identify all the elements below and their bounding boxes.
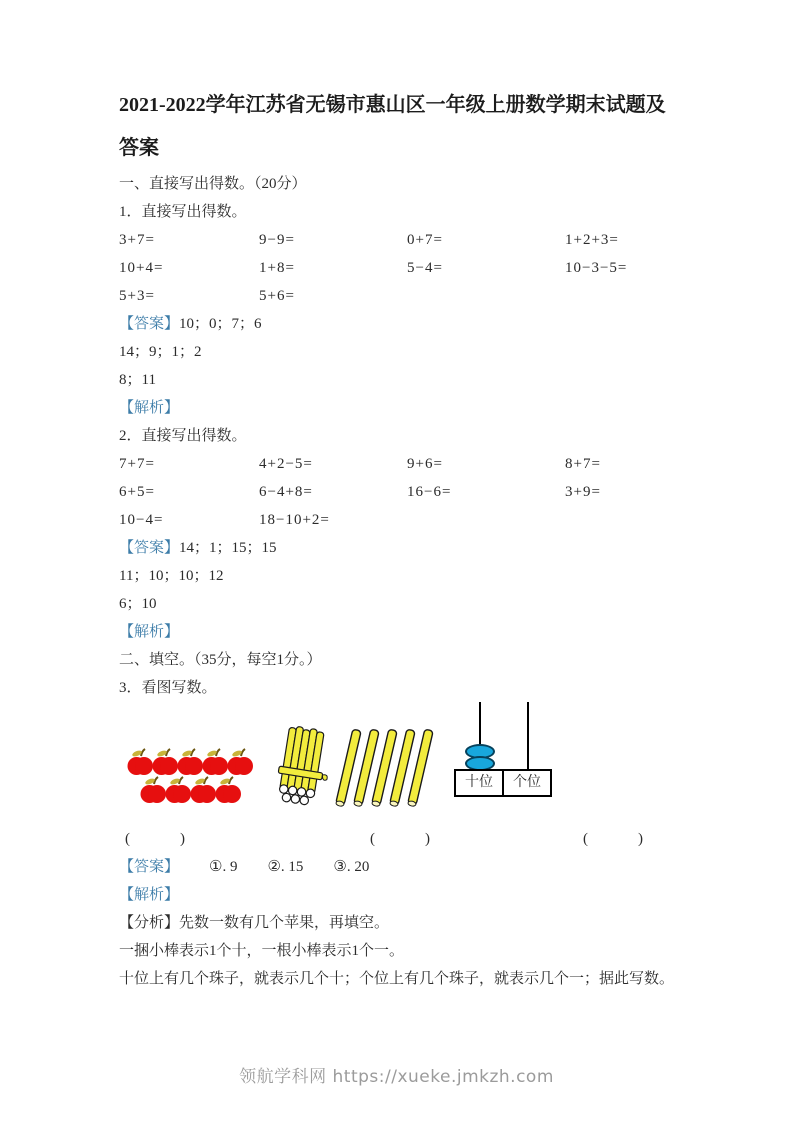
apples-figure [127, 746, 255, 806]
equation: 4+2−5= [259, 456, 313, 472]
abacus-figure [451, 702, 561, 802]
abacus-ones-rod [527, 702, 529, 770]
equation: 10−4= [119, 512, 164, 528]
equation: 7+7= [119, 456, 155, 472]
answer-tag: 【答案】 [119, 540, 180, 556]
answer-blank-parens [125, 825, 185, 853]
equation: 5+3= [119, 288, 155, 304]
analysis-fenxi-tag: 【分析】 [119, 915, 180, 931]
analysis-text: 十位上有几个珠子，就表示几个十；个位上有几个珠子，就表示几个一；据此写数。 [119, 971, 675, 987]
section-1-heading: 一、直接写出得数。（20分） [119, 176, 307, 192]
stick-bundle-icon [275, 726, 334, 808]
question-1-label: 1．直接写出得数。 [119, 204, 247, 220]
paren-open: ( [370, 831, 375, 847]
answer-text: 14；9；1；2 [119, 344, 202, 360]
equation: 5+6= [259, 288, 295, 304]
document-body [119, 0, 677, 993]
q3-figures [119, 702, 677, 825]
q3-answer-line [119, 853, 677, 881]
analysis-tag: 【解析】 [119, 400, 180, 416]
equation: 0+7= [407, 232, 443, 248]
equation: 18−10+2= [259, 512, 330, 528]
equation: 9−9= [259, 232, 295, 248]
analysis-text: 一捆小棒表示1个十，一根小棒表示1个一。 [119, 943, 405, 959]
answer-text: 10；0；7；6 [179, 316, 262, 332]
equation: 1+2+3= [565, 232, 619, 248]
answer-tag: 【答案】 [119, 859, 180, 875]
equation: 9+6= [407, 456, 443, 472]
ones-label-cell: 个位 [502, 771, 550, 795]
paren-close: ) [425, 831, 430, 847]
equation: 10+4= [119, 260, 164, 276]
answer-text: 14；1；15；15 [179, 540, 277, 556]
document-title: 2021-2022学年江苏省无锡市惠山区一年级上册数学期末试题及答案 [119, 94, 666, 159]
q2-equation-grid [119, 450, 677, 534]
equation: 5−4= [407, 260, 443, 276]
q1-equation-grid [119, 226, 677, 310]
equation: 16−6= [407, 484, 452, 500]
answer-blank-parens [583, 825, 643, 853]
analysis-tag: 【解析】 [119, 887, 180, 903]
answer-blank-parens [370, 825, 430, 853]
sticks-figure [275, 726, 437, 814]
answer-text: 6；10 [119, 596, 157, 612]
analysis-text: 先数一数有几个苹果，再填空。 [179, 915, 390, 931]
equation: 1+8= [259, 260, 295, 276]
paren-open: ( [583, 831, 588, 847]
answer-item: ①. 9 [209, 859, 238, 875]
q1-answer-line [119, 310, 677, 338]
paren-close: ) [638, 831, 643, 847]
answer-text: 11；10；10；12 [119, 568, 224, 584]
answer-item: ②. 15 [267, 859, 304, 875]
question-2-label: 2．直接写出得数。 [119, 428, 247, 444]
tens-label-cell: 十位 [465, 775, 493, 790]
question-3-label: 3．看图写数。 [119, 680, 217, 696]
answer-text: 8；11 [119, 372, 156, 388]
place-value-table [454, 769, 552, 797]
q2-answer-line [119, 534, 677, 562]
equation: 8+7= [565, 456, 601, 472]
equation: 3+7= [119, 232, 155, 248]
analysis-line [119, 909, 677, 937]
equation: 6+5= [119, 484, 155, 500]
answer-tag: 【答案】 [119, 316, 180, 332]
answer-blanks-row [119, 825, 677, 853]
paren-close: ) [180, 831, 185, 847]
answer-item: ③. 20 [333, 859, 370, 875]
section-2-heading: 二、填空。（35分，每空1分。） [119, 652, 322, 668]
equation: 6−4+8= [259, 484, 313, 500]
equation: 10−3−5= [565, 260, 628, 276]
analysis-tag: 【解析】 [119, 624, 180, 640]
equation: 3+9= [565, 484, 601, 500]
paren-open: ( [125, 831, 130, 847]
footer-watermark: 领航学科网 https://xueke.jmkzh.com [239, 1067, 554, 1087]
